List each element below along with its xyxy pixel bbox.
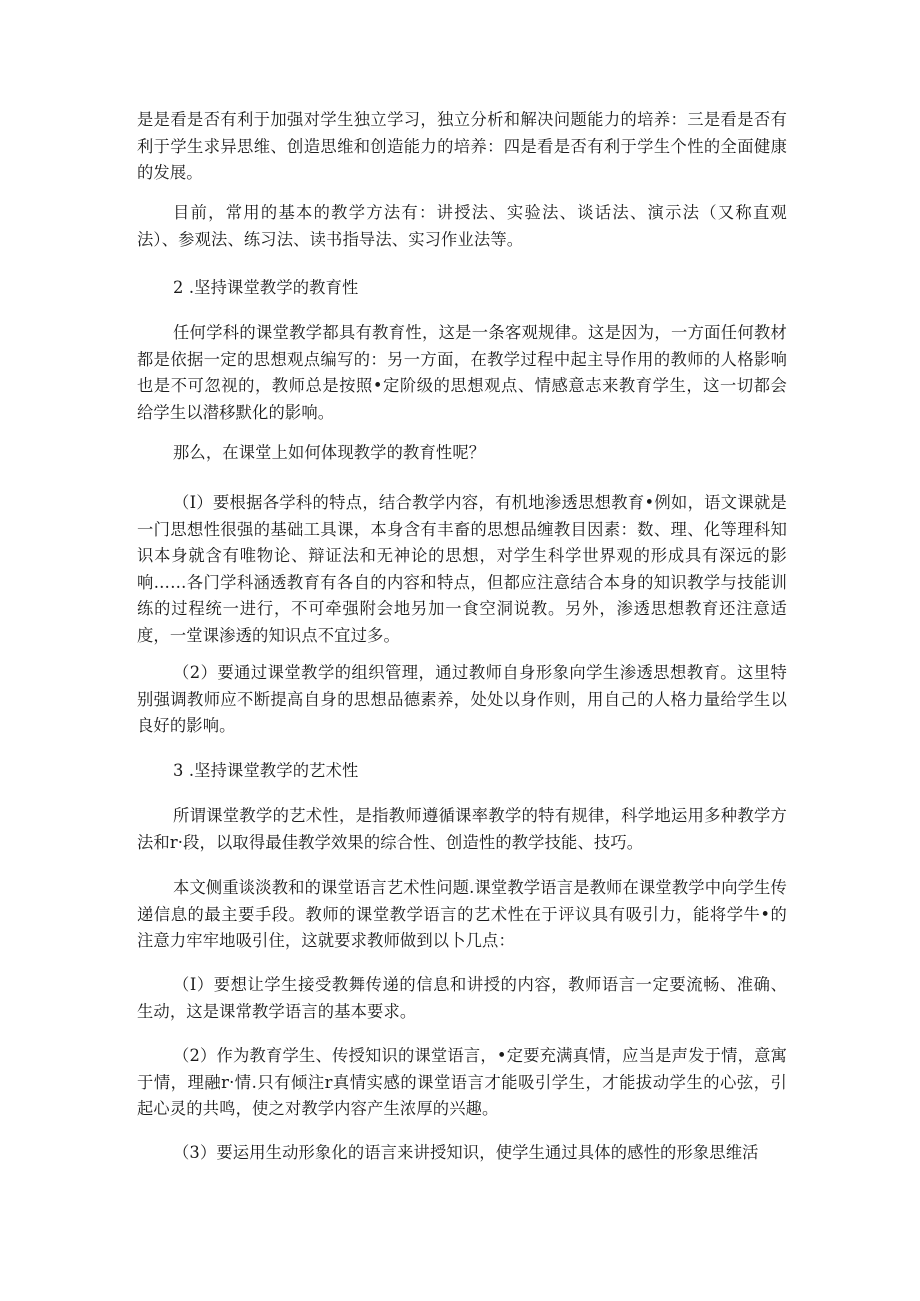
section-heading-educational-nature: 2 .坚持课堂教学的教育性 [173, 278, 359, 297]
paragraph-common-teaching-methods: 目前，常用的基本的教学方法有：讲授法、实验法、谈话法、演示法（又称直观法）、参观法、练习法、读书指导法、实习作业法等。 [137, 203, 787, 249]
paragraph-point-1-subject-features: （I）要根据各学科的特点，结合教学内容，有机地渗透思想教育•例如，语文课就是一门思想性很强的基础工具课，本身含有丰畜的思想品缠教目因素：数、理、化等理科知识本身就含有唯物论、辩证法和无神论的思想，对学生科学世界观的形成具有深远的影响……各门学科涵透教育有各自的内容和特点，但都应注意结合本身的知识教学与技能训练的过程统一进行，不可牵强附会地另加一食空洞说教。另外，渗透思想教育还注意适度，一堂课渗透的知识点不宜过多。 [137, 493, 787, 645]
paragraph-how-to-embody: 那么，在课堂上如何体现教学的教育性呢？ [173, 443, 486, 462]
paragraph-teaching-evaluation-continued: 是是看是否有利于加强对学生独立学习，独立分析和解决问题能力的培养：三是看是否有利于学生求异思维、创造思维和创造能力的培养：四是看是否有利于学生个性的全面健康的发展。 [137, 110, 787, 182]
paragraph-language-point-1: （I）要想让学生接受教舞传递的信息和讲授的内容，教师语言一定要流畅、准确、生动，这是课常教学语言的基本要求。 [137, 975, 787, 1021]
paragraph-classroom-language: 本文侧重谈淡教和的课堂语言艺术性问题.课堂教学语言是教师在课堂教学中向学生传递信息的最主要手段。教师的课堂教学语言的艺术性在于评议具有吸引力，能将学牛•的注意力牢牢地吸引住，这就要求教师做到以卜几点： [137, 878, 787, 950]
paragraph-language-point-3: （3）要运用生动形象化的语言来讲授知识，使学生通过具体的感性的形象思维活 [173, 1143, 759, 1162]
paragraph-objective-law: 任何学科的课堂教学都具有教育性，这是一条客观规律。这是因为，一方面任何教材都是依据一定的思想观点编写的：另一方面，在教学过程中起主导作用的教师的人格影响也是不可忽视的，教师总是按照•定阶级的思想观点、情感意志来教育学生，这一切都会给学生以潜移默化的影响。 [137, 323, 787, 422]
section-heading-artistry: 3 .坚持课堂教学的艺术性 [173, 761, 359, 780]
paragraph-point-2-classroom-management: （2）要通过课堂教学的组织管理，通过教师自身形象向学生渗透思想教育。这里特别强调教师应不断提高自身的思想品德素养，处处以身作则，用自己的人格力量给学生以良好的影响。 [137, 663, 787, 735]
paragraph-language-point-2: （2）作为教育学生、传授知识的课堂语言，•定要充满真情，应当是声发于情，意寓于情，理融r·情.只有倾注r真情实感的课堂语言才能吸引学生，才能拔动学生的心弦，引起心灵的共鸣，使之对教学内容产生浓厚的兴趣。 [137, 1046, 787, 1118]
paragraph-artistry-definition: 所谓课堂教学的艺术性，是指教师遵循课率教学的特有规律，科学地运用多种教学方法和r·段，以取得最佳教学效果的综合性、创造性的教学技能、技巧。 [137, 806, 787, 852]
